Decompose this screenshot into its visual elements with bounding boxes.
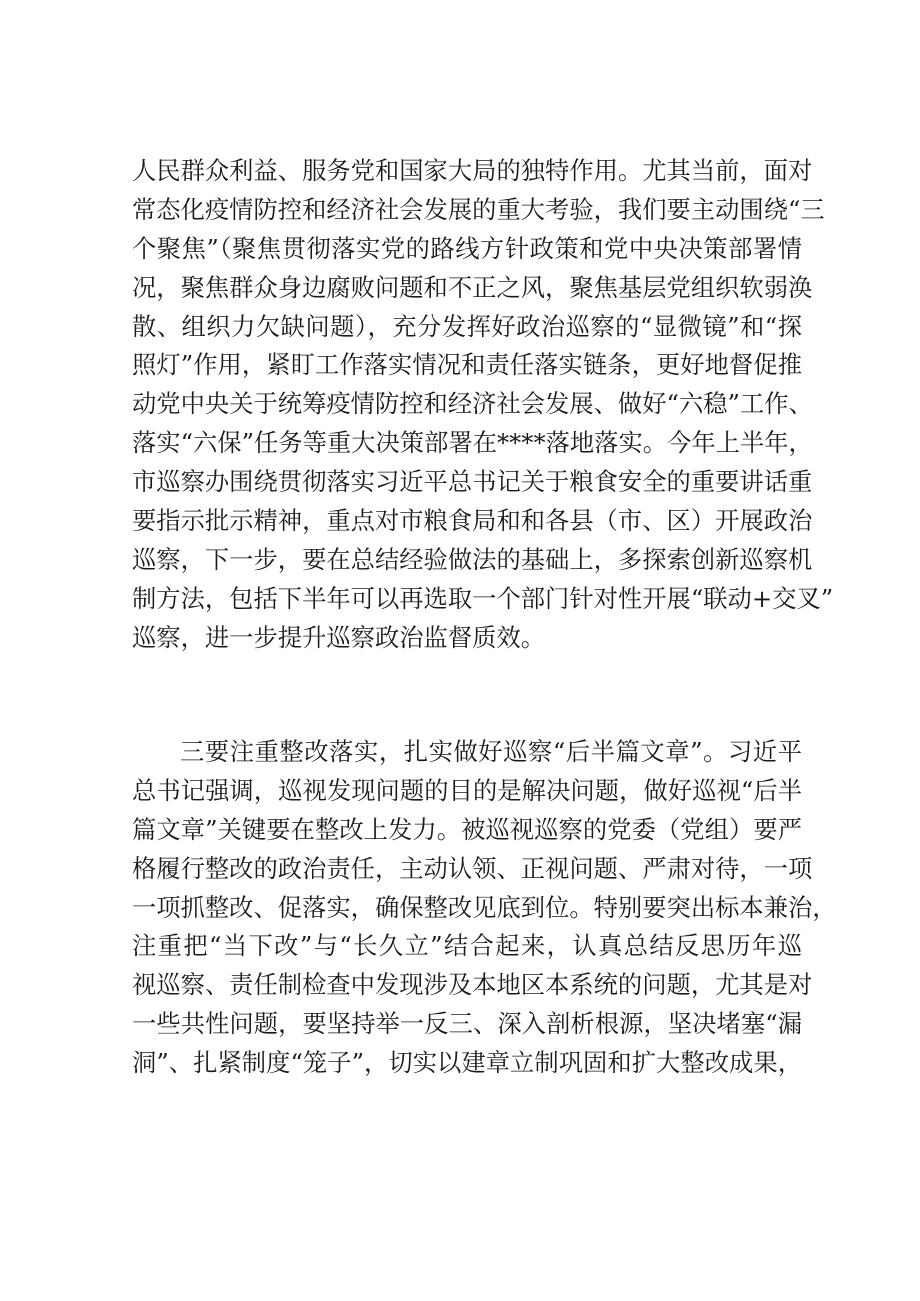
- paragraph-line: 人民群众利益、服务党和国家大局的独特作用。尤其当前，面对: [132, 156, 813, 185]
- paragraph-line: 一项抓整改、促落实，确保整改见底到位。特别要突出标本兼治，: [132, 892, 837, 922]
- paragraph-line: 格履行整改的政治责任，主动认领、正视问题、严肃对待，一项: [132, 853, 813, 883]
- paragraph-line: 视巡察、责任制检查中发现涉及本地区本系统的问题，尤其是对: [132, 970, 813, 1000]
- paragraph-line: 落实“六保”任务等重大决策部署在****落地落实。今年上半年，: [132, 428, 813, 458]
- paragraph-line: 况，聚焦群众身边腐败问题和不正之风，聚焦基层党组织软弱涣: [132, 272, 813, 302]
- paragraph-line: 总书记强调，巡视发现问题的目的是解决问题，做好巡视“后半: [132, 775, 802, 805]
- paragraph-line: 照灯”作用，紧盯工作落实情况和责任落实链条，更好地督促推: [132, 350, 802, 380]
- paragraph-line: 洞”、扎紧制度“笼子”，切实以建章立制巩固和扩大整改成果，: [132, 1048, 802, 1078]
- paragraph-line: 篇文章”关键要在整改上发力。被巡视巡察的党委（党组）要严: [132, 814, 802, 844]
- paragraph-line: 常态化疫情防控和经济社会发展的重大考验，我们要主动围绕“三: [132, 194, 825, 224]
- paragraph-line: 个聚焦”（聚焦贯彻落实党的路线方针政策和党中央决策部署情: [132, 233, 802, 263]
- paragraph-line: 市巡察办围绕贯彻落实习近平总书记关于粮食安全的重要讲话重: [132, 467, 813, 497]
- paragraph-line: 巡察，进一步提升巡察政治监督质效。: [132, 622, 546, 652]
- paragraph-2: [132, 733, 837, 1083]
- paragraph-line: 一些共性问题，要坚持举一反三、深入剖析根源，坚决堵塞“漏: [132, 1009, 802, 1039]
- paragraph-line: 散、组织力欠缺问题），充分发挥好政治巡察的“显微镜”和“探: [132, 311, 802, 341]
- paragraph-line: 三要注重整改落实，扎实做好巡察“后半篇文章”。习近平: [180, 737, 802, 766]
- paragraph-line: 注重把“当下改”与“长久立”结合起来，认真总结反思历年巡: [132, 931, 802, 961]
- paragraph-line: 巡察，下一步，要在总结经验做法的基础上，多探索创新巡察机: [132, 544, 813, 574]
- paragraph-line: 制方法，包括下半年可以再选取一个部门针对性开展“联动+交叉”: [132, 583, 834, 613]
- paragraph-line: 动党中央关于统筹疫情防控和经济社会发展、做好“六稳”工作、: [132, 389, 813, 419]
- paragraph-line: 要指示批示精神，重点对市粮食局和和各县（市、区）开展政治: [132, 506, 813, 536]
- paragraph-1: [132, 152, 834, 658]
